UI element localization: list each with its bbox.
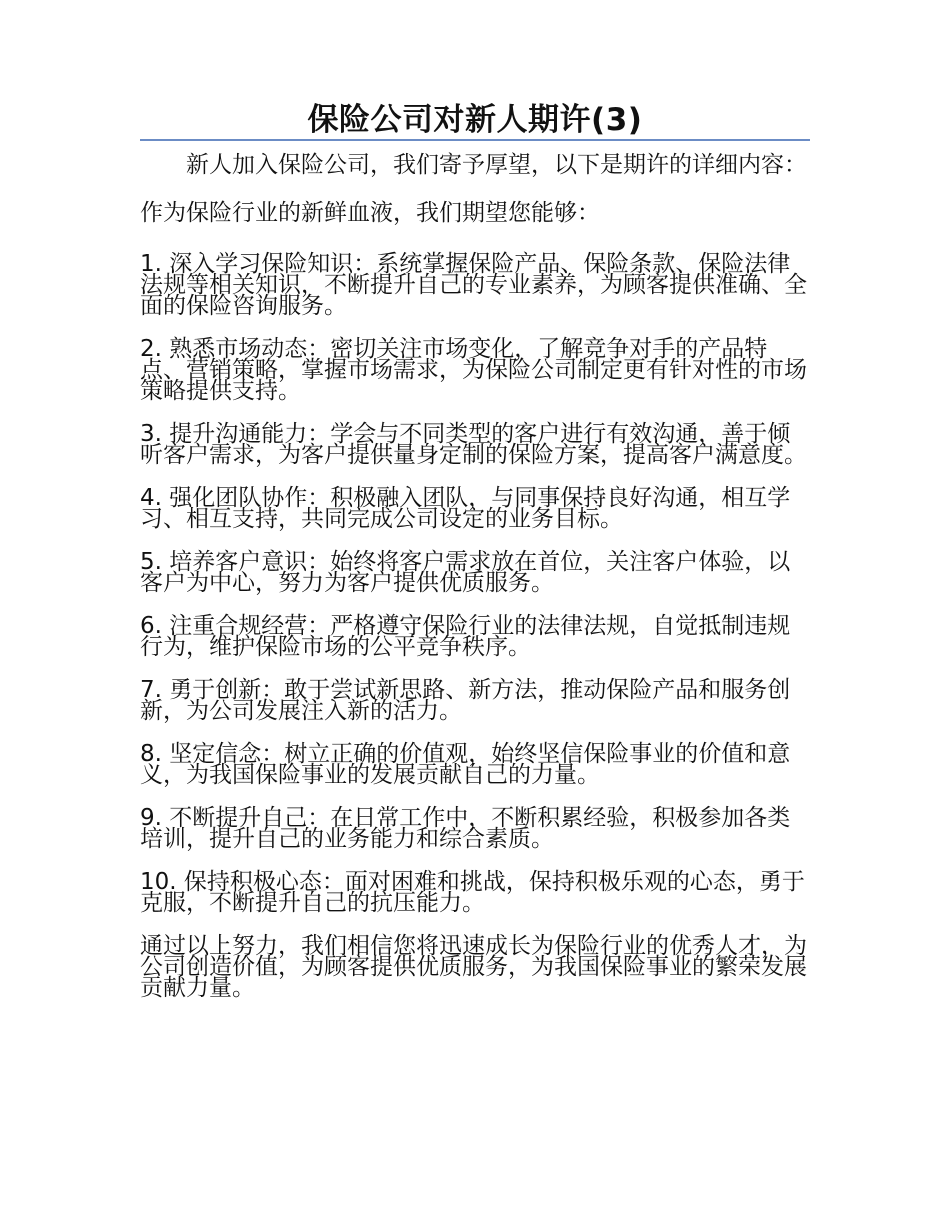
list-item-1: 1. 深入学习保险知识：系统掌握保险产品、保险条款、保险法律法规等相关知识，不断提升自己的专业素养，为顾客提供准确、全面的保险咨询服务。: [140, 251, 807, 319]
list-item-2: 2. 熟悉市场动态：密切关注市场变化，了解竞争对手的产品特点、营销策略，掌握市场需求，为保险公司制定更有针对性的市场策略提供支持。: [140, 336, 807, 404]
document-body: [140, 152, 812, 1021]
list-item-4: 4. 强化团队协作：积极融入团队，与同事保持良好沟通，相互学习、相互支持，共同完成公司设定的业务目标。: [140, 485, 791, 532]
list-item-9: 9. 不断提升自己：在日常工作中，不断积累经验，积极参加各类培训，提升自己的业务能力和综合素质。: [140, 805, 791, 852]
lead-paragraph: 作为保险行业的新鲜血液，我们期望您能够：: [140, 200, 600, 226]
list-item-7: 7. 勇于创新：敢于尝试新思路、新方法，推动保险产品和服务创新，为公司发展注入新的活力。: [140, 677, 791, 724]
list-item-6: 6. 注重合规经营：严格遵守保险行业的法律法规，自觉抵制违规行为，维护保险市场的公平竞争秩序。: [140, 613, 791, 660]
list-item-5: 5. 培养客户意识：始终将客户需求放在首位，关注客户体验，以客户为中心，努力为客户提供优质服务。: [140, 549, 791, 596]
list-item-3: 3. 提升沟通能力：学会与不同类型的客户进行有效沟通，善于倾听客户需求，为客户提供量身定制的保险方案，提高客户满意度。: [140, 421, 807, 468]
conclusion-paragraph: 通过以上努力，我们相信您将迅速成长为保险行业的优秀人才，为公司创造价值，为顾客提供优质服务，为我国保险事业的繁荣发展贡献力量。: [140, 933, 807, 1001]
list-item-8: 8. 坚定信念：树立正确的价值观，始终坚信保险事业的价值和意义，为我国保险事业的发展贡献自己的力量。: [140, 741, 791, 788]
title-underline: [140, 139, 810, 141]
intro-paragraph: 新人加入保险公司，我们寄予厚望，以下是期许的详细内容：: [186, 152, 807, 178]
document-title: 保险公司对新人期许(3): [307, 102, 643, 138]
list-item-10: 10. 保持积极心态：面对困难和挑战，保持积极乐观的心态，勇于克服，不断提升自己的抗压能力。: [140, 869, 805, 916]
